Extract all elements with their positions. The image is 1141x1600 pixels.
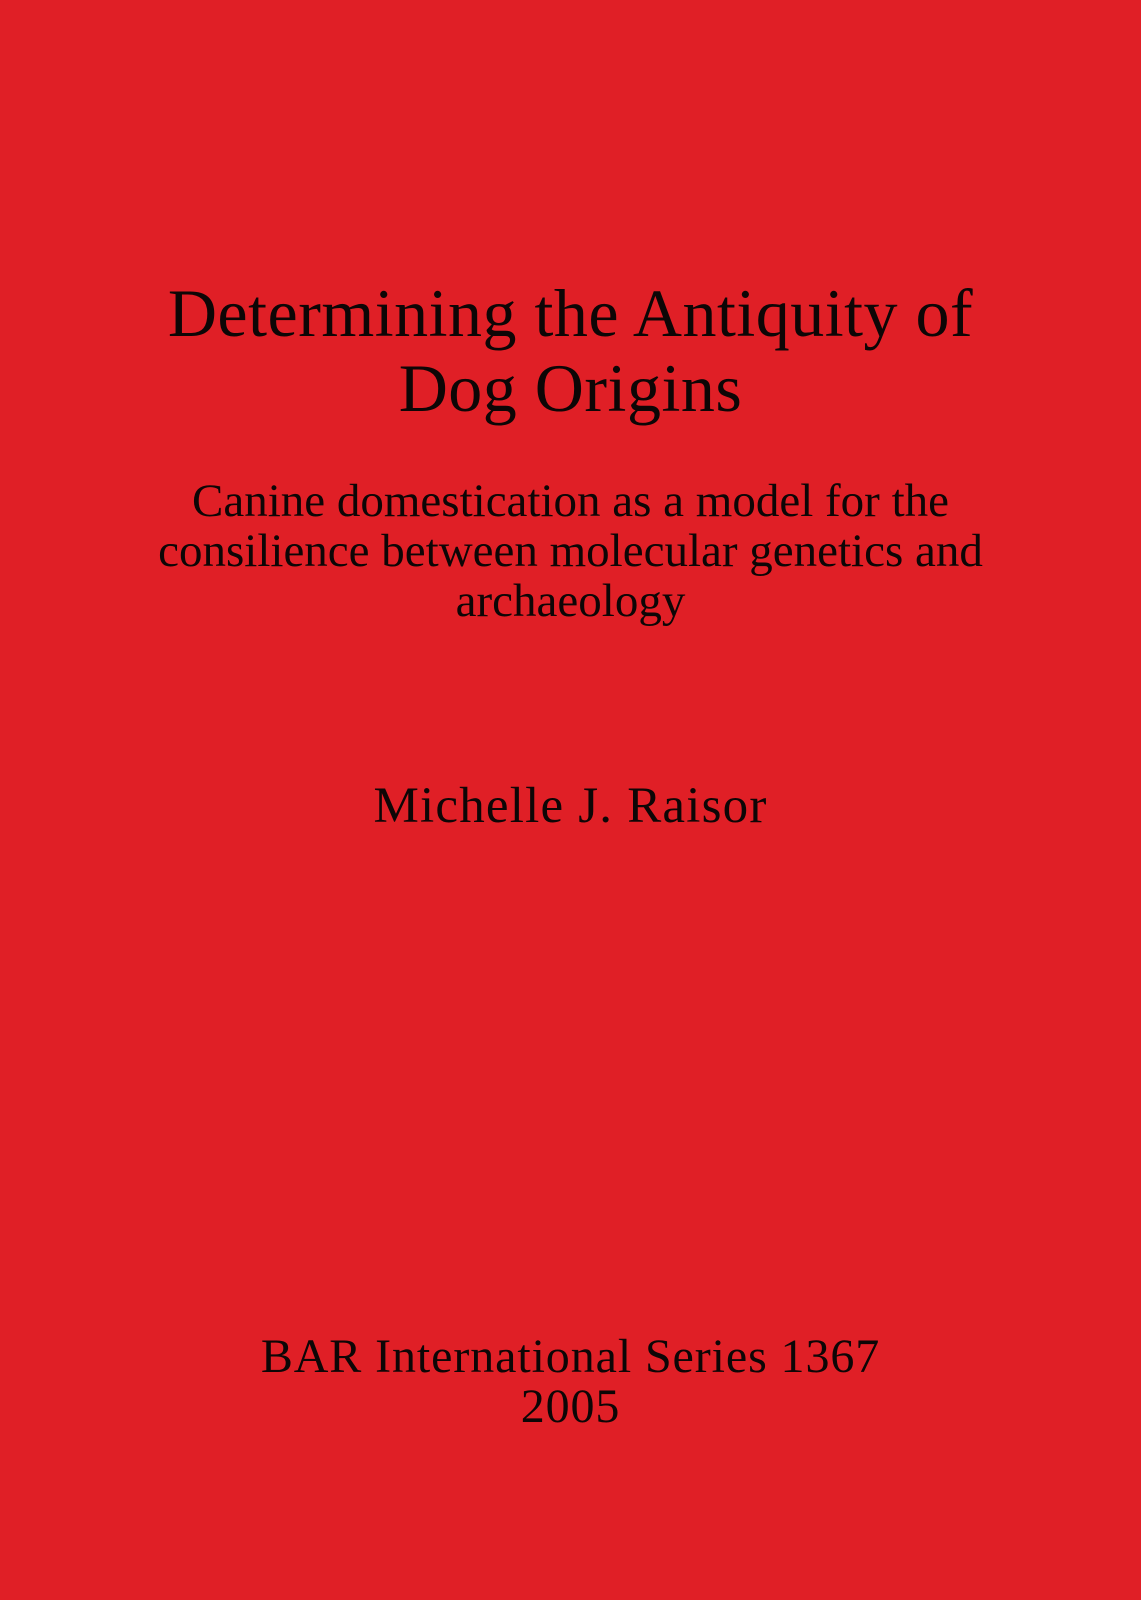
book-subtitle	[0, 476, 1141, 626]
author-name: Michelle J. Raisor	[373, 778, 768, 834]
imprint	[0, 1332, 1141, 1432]
book-subtitle-line-3: archaeology	[455, 575, 686, 627]
series-title: BAR International Series 1367	[260, 1330, 881, 1383]
book-title	[0, 276, 1141, 426]
book-subtitle-line-1: Canine domestication as a model for the	[191, 475, 949, 527]
book-title-line-1: Determining the Antiquity of	[167, 275, 974, 351]
publication-year: 2005	[520, 1380, 621, 1433]
book-title-line-2: Dog Origins	[398, 350, 743, 426]
book-subtitle-line-2: consilience between molecular genetics and	[158, 525, 983, 577]
